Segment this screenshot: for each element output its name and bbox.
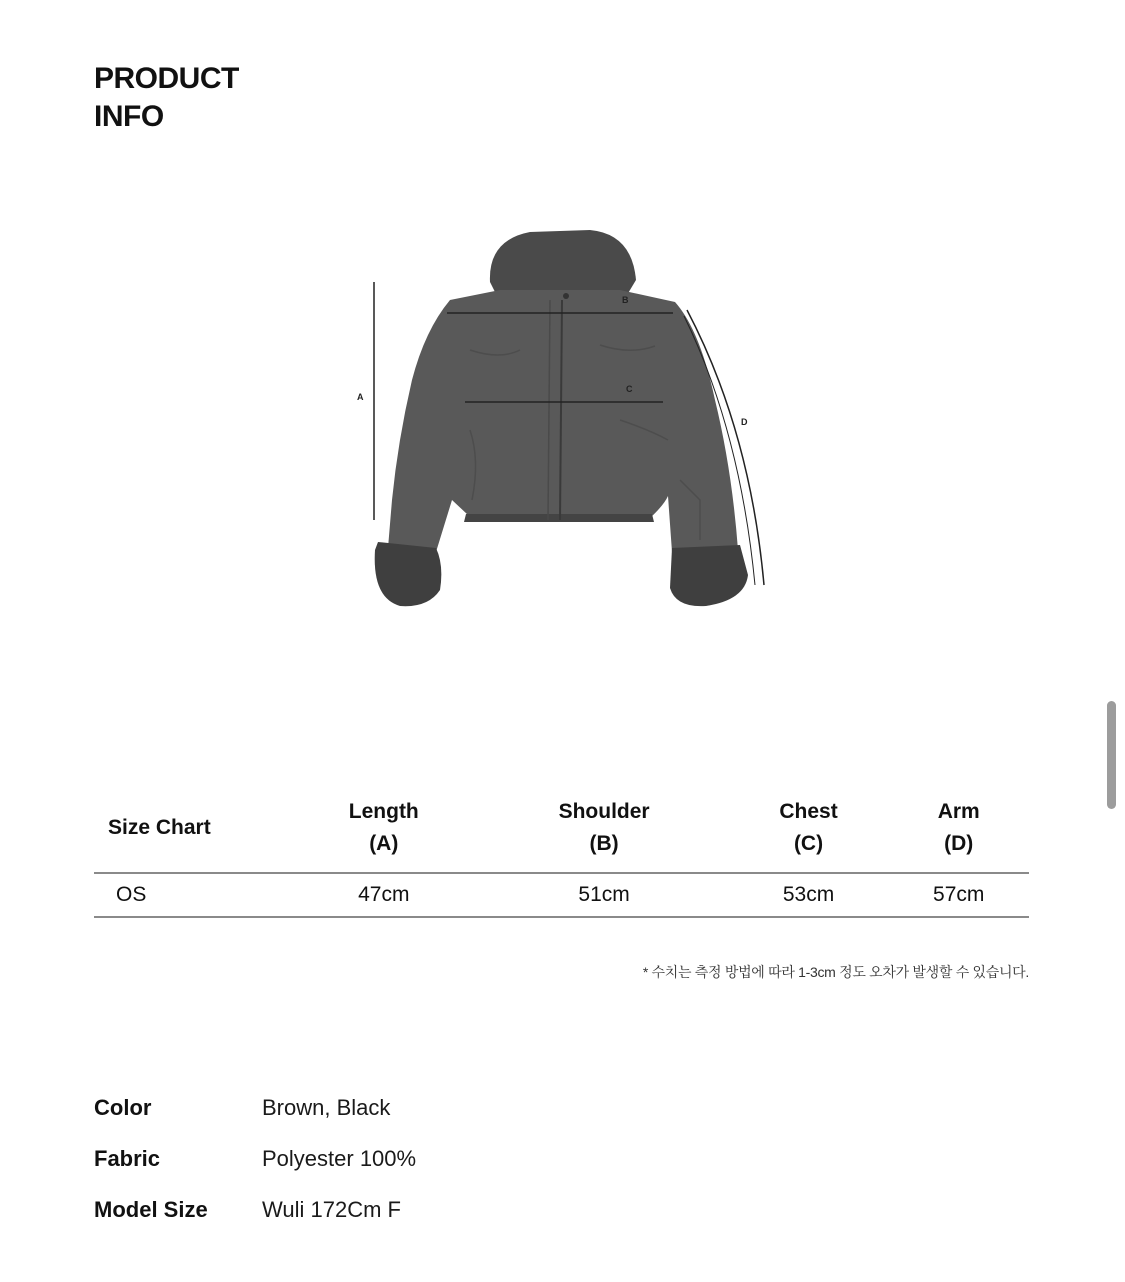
arm-cell: 57cm [888,873,1029,917]
spec-label: Color [94,1094,152,1120]
spec-label: Fabric [94,1145,161,1171]
column-header-chest: Chest (C) [729,790,889,873]
size-cell: OS [94,873,288,917]
shoulder-cell: 51cm [480,873,729,917]
spec-value: Brown, Black [262,1094,391,1120]
spec-row-model-size [94,1184,416,1235]
page-title [94,60,239,136]
scrollbar-thumb[interactable] [1107,701,1116,809]
measurement-note: * 수치는 측정 방법에 따라 1-3cm 정도 오차가 발생할 수 있습니다. [642,964,1029,980]
jacket-illustration [375,230,748,606]
spec-value: Wuli 172Cm F [262,1196,401,1222]
page-title-line2: INFO [94,100,164,133]
column-header-length: Length (A) [288,790,480,873]
length-cell: 47cm [288,873,480,917]
size-chart-title: Size Chart [94,790,288,873]
measure-label-c: C [626,384,633,394]
measure-label-d: D [741,417,748,427]
table-row [94,873,1029,917]
spec-row-fabric [94,1133,416,1184]
measure-label-a: A [357,392,364,402]
column-header-arm: Arm (D) [888,790,1029,873]
size-chart-header-row [94,790,1029,873]
jacket-measurement-diagram [340,222,780,617]
page-title-line1: PRODUCT [94,62,239,95]
measure-label-b: B [622,295,629,305]
spec-value: Polyester 100% [262,1145,417,1171]
chest-cell: 53cm [729,873,889,917]
column-header-shoulder: Shoulder (B) [480,790,729,873]
jacket-diagram-svg [340,222,780,617]
product-specs [94,1082,416,1235]
spec-row-color [94,1082,416,1133]
size-chart-table [94,790,1029,918]
spec-label: Model Size [94,1196,208,1222]
